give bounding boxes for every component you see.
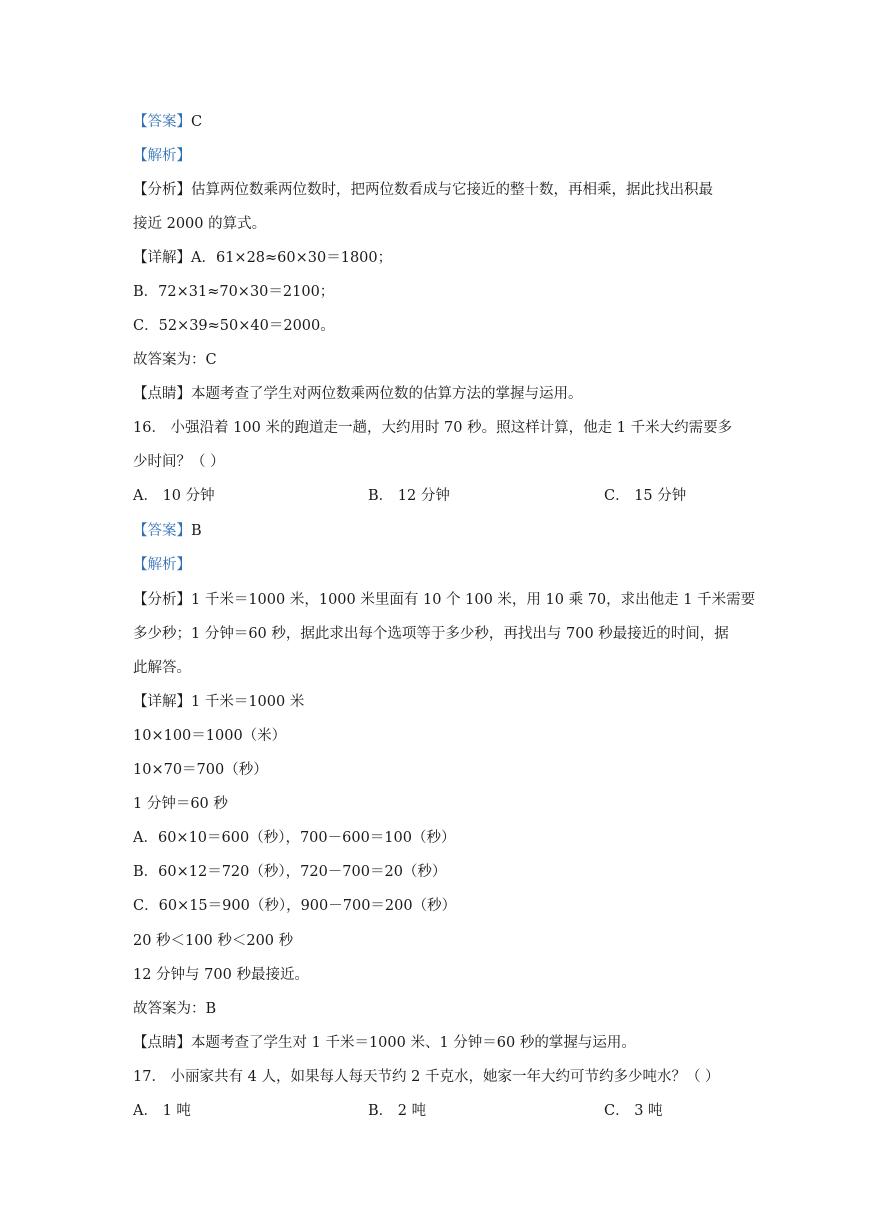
- detail-text: 1 千米＝1000 米: [191, 694, 305, 710]
- q16-detail-line-9: 12 分钟与 700 秒最接近。: [133, 967, 309, 983]
- comment-tag: 【点睛】: [133, 1035, 191, 1051]
- q15-detail-line-3: C．52×39≈50×40＝2000。: [133, 318, 335, 334]
- analysis-text: 估算两位数乘两位数时，把两位数看成与它接近的整十数，再相乘，据此找出积最: [191, 182, 713, 198]
- q17-option-a: A． 1 吨: [133, 1103, 191, 1119]
- q15-comment: [133, 384, 743, 404]
- detail-tag: 【详解】: [133, 250, 191, 266]
- answer-value: B: [191, 523, 202, 539]
- jiexi-tag: 【解析】: [133, 148, 191, 164]
- q16-analysis-line-2: 多少秒；1 分钟＝60 秒，据此求出每个选项等于多少秒，再找出与 700 秒最接近的时间，据: [133, 626, 729, 642]
- q15-jiexi: [133, 146, 743, 166]
- q16-detail-line-5: A．60×10＝600（秒），700－600＝100（秒）: [133, 830, 456, 846]
- q16-detail-line-6: B．60×12＝720（秒），720－700＝20（秒）: [133, 864, 447, 880]
- comment-text: 本题考查了学生对 1 千米＝1000 米、1 分钟＝60 秒的掌握与运用。: [191, 1035, 636, 1051]
- q16-stem-line-2: 少时间？（ ）: [133, 454, 225, 470]
- analysis-tag: 【分析】: [133, 592, 191, 608]
- q15-conclusion: 故答案为：C: [133, 352, 217, 368]
- q16-analysis-line-3: 此解答。: [133, 660, 191, 676]
- q16-stem-line-1: 16． 小强沿着 100 米的跑道走一趟，大约用时 70 秒。照这样计算，他走 1 千米大约需要多: [133, 420, 733, 436]
- q15-detail-line-2: B．72×31≈70×30＝2100；: [133, 284, 335, 300]
- answer-tag: 【答案】: [133, 523, 191, 539]
- q16-option-a: A． 10 分钟: [133, 488, 215, 504]
- q16-option-c: C． 15 分钟: [604, 488, 687, 504]
- q16-detail-line-2: 10×100＝1000（米）: [133, 728, 287, 744]
- answer-tag: 【答案】: [133, 114, 191, 130]
- detail-tag: 【详解】: [133, 694, 191, 710]
- q15-answer: [133, 112, 743, 132]
- q16-conclusion: 故答案为：B: [133, 1001, 217, 1017]
- q15-analysis-line-1: [133, 180, 743, 200]
- jiexi-tag: 【解析】: [133, 557, 191, 573]
- q16-detail-line-7: C．60×15＝900（秒），900－700＝200（秒）: [133, 898, 457, 914]
- q15-detail-line-1: [133, 248, 743, 268]
- q17-option-c: C． 3 吨: [604, 1103, 663, 1119]
- q16-jiexi: [133, 555, 743, 575]
- q16-answer: [133, 521, 743, 541]
- detail-text: A．61×28≈60×30＝1800；: [191, 250, 393, 266]
- analysis-text: 1 千米＝1000 米，1000 米里面有 10 个 100 米，用 10 乘 70，求出他走 1 千米需要: [191, 592, 756, 608]
- q16-detail-line-4: 1 分钟＝60 秒: [133, 796, 228, 812]
- q16-detail-line-3: 10×70＝700（秒）: [133, 762, 268, 778]
- q16-comment: [133, 1033, 743, 1053]
- q17-stem: 17． 小丽家共有 4 人，如果每人每天节约 2 千克水，她家一年大约可节约多少吨水？（ ）: [133, 1069, 720, 1085]
- q16-analysis-line-1: [133, 590, 756, 610]
- comment-text: 本题考查了学生对两位数乘两位数的估算方法的掌握与运用。: [191, 386, 583, 402]
- q16-detail-line-8: 20 秒＜100 秒＜200 秒: [133, 933, 294, 949]
- analysis-tag: 【分析】: [133, 182, 191, 198]
- answer-value: C: [191, 114, 203, 130]
- q16-detail-line-1: [133, 692, 743, 712]
- comment-tag: 【点睛】: [133, 386, 191, 402]
- q17-option-b: B． 2 吨: [368, 1103, 427, 1119]
- q15-analysis-line-2: 接近 2000 的算式。: [133, 216, 267, 232]
- q16-option-b: B． 12 分钟: [368, 488, 450, 504]
